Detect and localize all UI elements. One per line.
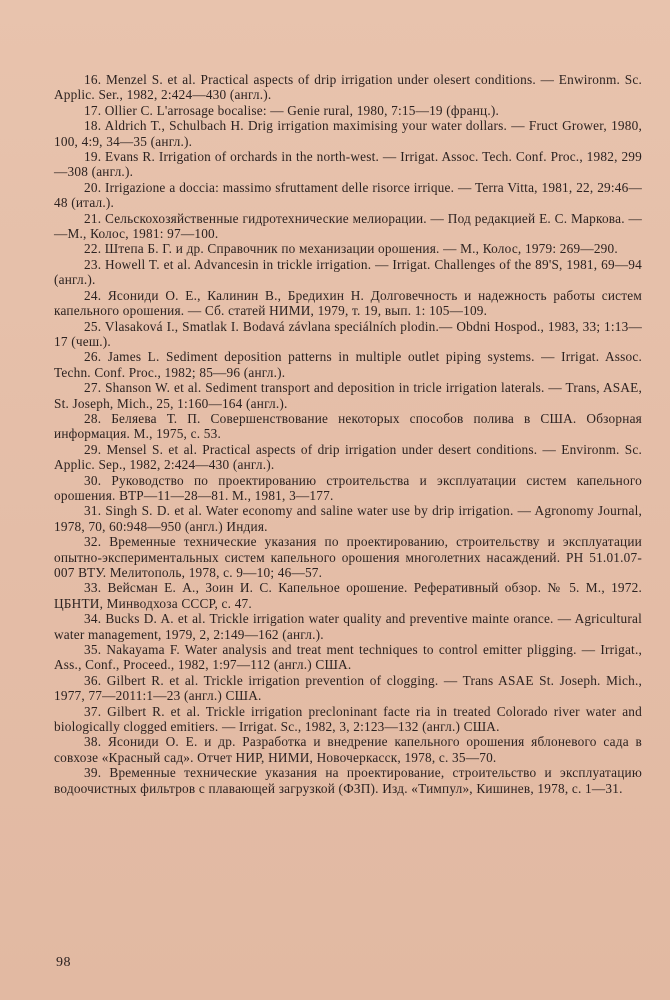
reference-item-29: 29. Mensel S. et al. Practical aspects of drip irrigation under desert conditions. — Environm. Sc. Applic. Sep., 1982, 2:424—430 (англ.). [54,441,642,473]
reference-item-19: 19. Evans R. Irrigation of orchards in the north-west. — Irrigat. Assoc. Tech. Conf. Proc., 1982, 299—308 (англ.). [54,149,642,180]
reference-item-33: 33. Вейсман Е. А., Зоин И. С. Капельное орошение. Реферативный обзор. № 5. М., 1972. ЦБНТИ, Минводхоза СССР, с. 47. [54,580,642,611]
page-number: 98 [56,955,71,970]
reference-item-36: 36. Gilbert R. et al. Trickle irrigation prevention of clogging. — Trans ASAE St. Joseph. Mich., 1977, 77—2011:1—23 (англ.) США. [54,672,642,704]
reference-item-38: 38. Ясониди О. Е. и др. Разработка и внедрение капельного орошения яблоневого сада в совхозе «Красный сад». Отчет НИР, НИМИ, Новочеркасск, 1978, с. 35—70. [54,734,642,765]
reference-item-31: 31. Singh S. D. et al. Water economy and saline water use by drip irrigation. — Agronomy Journal, 1978, 70, 60:948—950 (англ.) Индия. [54,503,642,534]
reference-item-28: 28. Беляева Т. П. Совершенствование некоторых способов полива в США. Обзорная информация. М., 1975, с. 53. [54,410,642,442]
reference-item-26: 26. James L. Sediment deposition patterns in multiple outlet piping systems. — Irrigat. Assoc. Techn. Conf. Proc., 1982; 85—96 (англ.). [54,349,642,380]
reference-item-23: 23. Howell T. et al. Advancesin in trickle irrigation. — Irrigat. Challenges of the 89'S, 1981, 69—94 (англ.). [54,256,642,288]
reference-item-35: 35. Nakayama F. Water analysis and treat ment techniques to control emitter pligging. — Irrigat., Ass., Conf., Proceed., 1982, 1:97—112 (англ.) США. [54,642,642,673]
reference-item-24: 24. Ясониди О. Е., Калинин В., Бредихин Н. Долговечность и надежность работы систем капельного орошения. — Сб. статей НИМИ, 1979, т. 19, вып. 1: 105—109. [54,287,642,319]
reference-list [54,72,642,796]
reference-item-25: 25. Vlasaková I., Smatlak I. Bodavá závlana speciálních plodin.— Obdni Hospod., 1983, 33; 1:13—17 (чеш.). [54,318,642,349]
reference-item-39: 39. Временные технические указания на проектирование, строительство и эксплуатацию водоочистных фильтров с плавающей загрузкой (ФЗП). Изд. «Тимпул», Кишинев, 1978, с. 1—31. [54,765,642,796]
reference-item-30: 30. Руководство по проектированию строительства и эксплуатации систем капельного орошения. ВТР—11—28—81. М., 1981, 3—177. [54,472,642,503]
reference-item-22: 22. Штепа Б. Г. и др. Справочник по механизации орошения. — М., Колос, 1979: 269—290. [84,241,618,257]
reference-item-34: 34. Bucks D. A. et al. Trickle irrigation water quality and preventive mainte orance. — Agricultural water management, 1979, 2, 2:149—162 (англ.). [54,611,642,642]
reference-item-27: 27. Shanson W. et al. Sediment transport and deposition in tricle irrigation laterals. — Trans, ASAE, St. Joseph, Mich., 25, 1:160—164 (англ.). [54,380,642,411]
reference-item-20: 20. Irrigazione a doccia: massimo sfruttament delle risorce irrique. — Terra Vitta, 1981, 22, 29:46—48 (итал.). [54,179,642,211]
reference-item-16: 16. Menzel S. et al. Practical aspects of drip irrigation under olesert conditions. — Enwironm. Sc. Applic. Ser., 1982, 2:424—430 (англ.). [54,72,642,103]
reference-item-32: 32. Временные технические указания по проектированию, строительству и эксплуатации опытно-экспериментальных систем капельного орошения многолетних насаждений. РН 51.01.07-007 ВТУ. Мелитополь, 1978, с. 9—10; 46—57. [54,534,642,580]
reference-item-17: 17. Ollier C. L'arrosage bocalise: — Genie rural, 1980, 7:15—19 (франц.). [84,102,500,118]
reference-item-21: 21. Сельскохозяйственные гидротехнические мелиорации. — Под редакцией Е. С. Маркова. — —М., Колос, 1981: 97—100. [54,210,642,242]
reference-item-37: 37. Gilbert R. et al. Trickle irrigation precloninant facte ria in treated Colorado river water and biologically clogged emitiers. — Irrigat. Sc., 1982, 3, 2:123—132 (англ.) США. [54,703,642,735]
reference-item-18: 18. Aldrich T., Schulbach H. Drig irrigation maximising your water dollars. — Fruct Grower, 1980, 100, 4:9, 34—35 (англ.). [54,118,642,149]
